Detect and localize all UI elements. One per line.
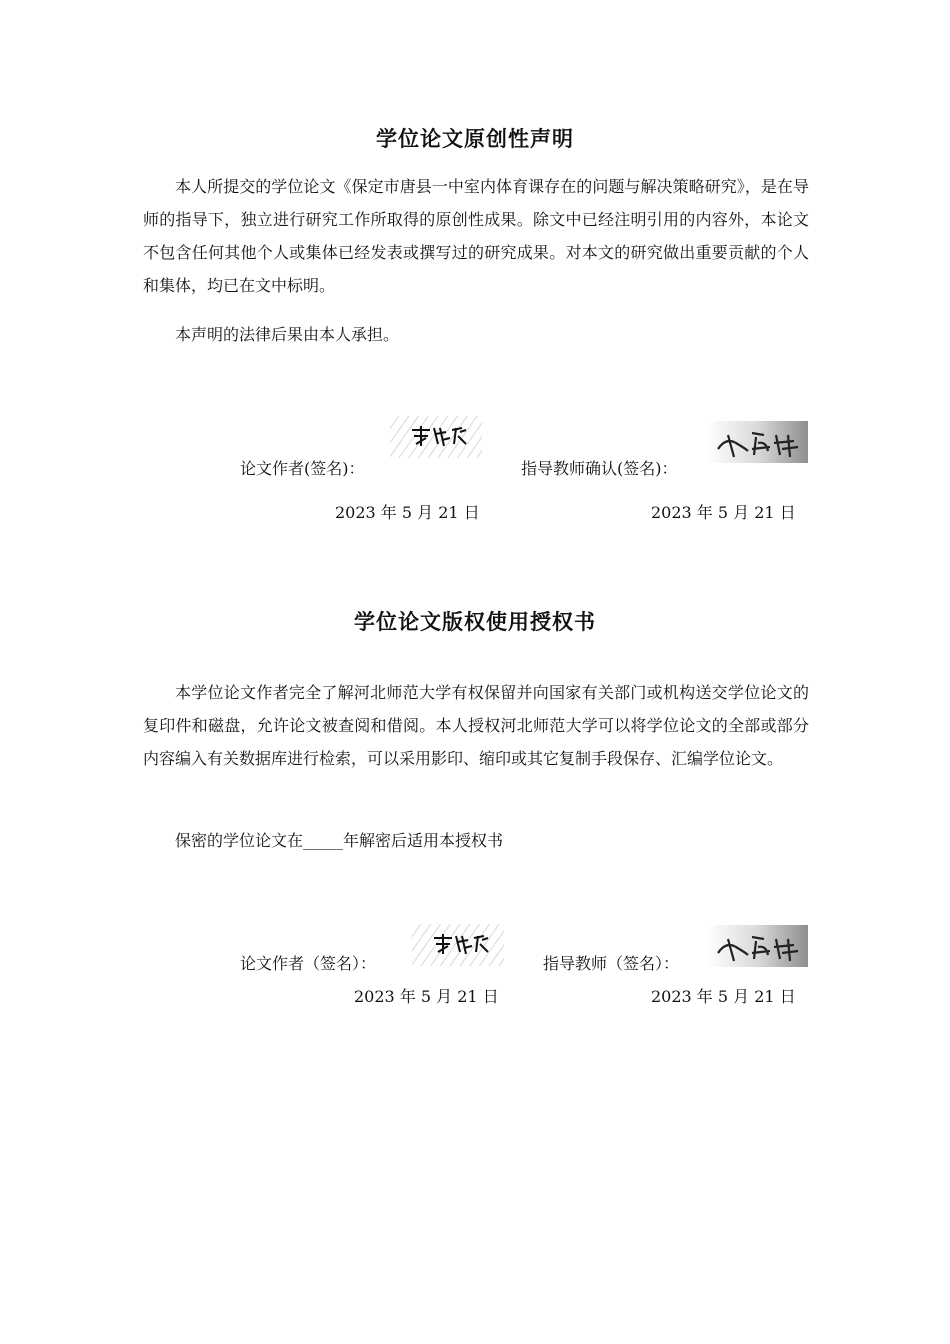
- declaration-body: [143, 170, 809, 302]
- advisor-signature-image-2: [708, 925, 808, 967]
- declaration-title: 学位论文原创性声明: [376, 127, 574, 151]
- authorization-author-label: 论文作者（签名）：: [240, 954, 377, 973]
- authorization-paragraph: 本学位论文作者完全了解河北师范大学有权保留并向国家有关部门或机构送交学位论文的复印件和磁盘，允许论文被查阅和借阅。本人授权河北师范大学可以将学位论文的全部或部分内容编入有关数据库进行检索，可以采用影印、缩印或其它复制手段保存、汇编学位论文。: [143, 683, 809, 768]
- declaration-advisor-label: 指导教师确认(签名)：: [521, 459, 678, 478]
- author-signature-image: [390, 414, 482, 460]
- authorization-body: [143, 676, 809, 775]
- declaration-paragraph: 本人所提交的学位论文《保定市唐县一中室内体育课存在的问题与解决策略研究》，是在导师的指导下，独立进行研究工作所取得的原创性成果。除文中已经注明引用的内容外，本论文不包含任何其他个人或集体已经发表或撰写过的研究成果。对本文的研究做出重要贡献的个人和集体，均已在文中标明。: [143, 177, 809, 295]
- confidential-note: 保密的学位论文在_____年解密后适用本授权书: [175, 831, 504, 850]
- declaration-author-date: 2023 年 5 月 21 日: [335, 503, 480, 522]
- authorization-advisor-label: 指导教师（签名）：: [543, 954, 680, 973]
- declaration-statement: 本声明的法律后果由本人承担。: [175, 325, 400, 344]
- author-signature-image-2: [412, 922, 504, 968]
- authorization-author-date: 2023 年 5 月 21 日: [354, 987, 499, 1006]
- authorization-advisor-date: 2023 年 5 月 21 日: [651, 987, 796, 1006]
- advisor-signature-image: [708, 421, 808, 463]
- declaration-advisor-date: 2023 年 5 月 21 日: [651, 503, 796, 522]
- authorization-title: 学位论文版权使用授权书: [354, 610, 596, 634]
- declaration-author-label: 论文作者(签名)：: [240, 459, 365, 478]
